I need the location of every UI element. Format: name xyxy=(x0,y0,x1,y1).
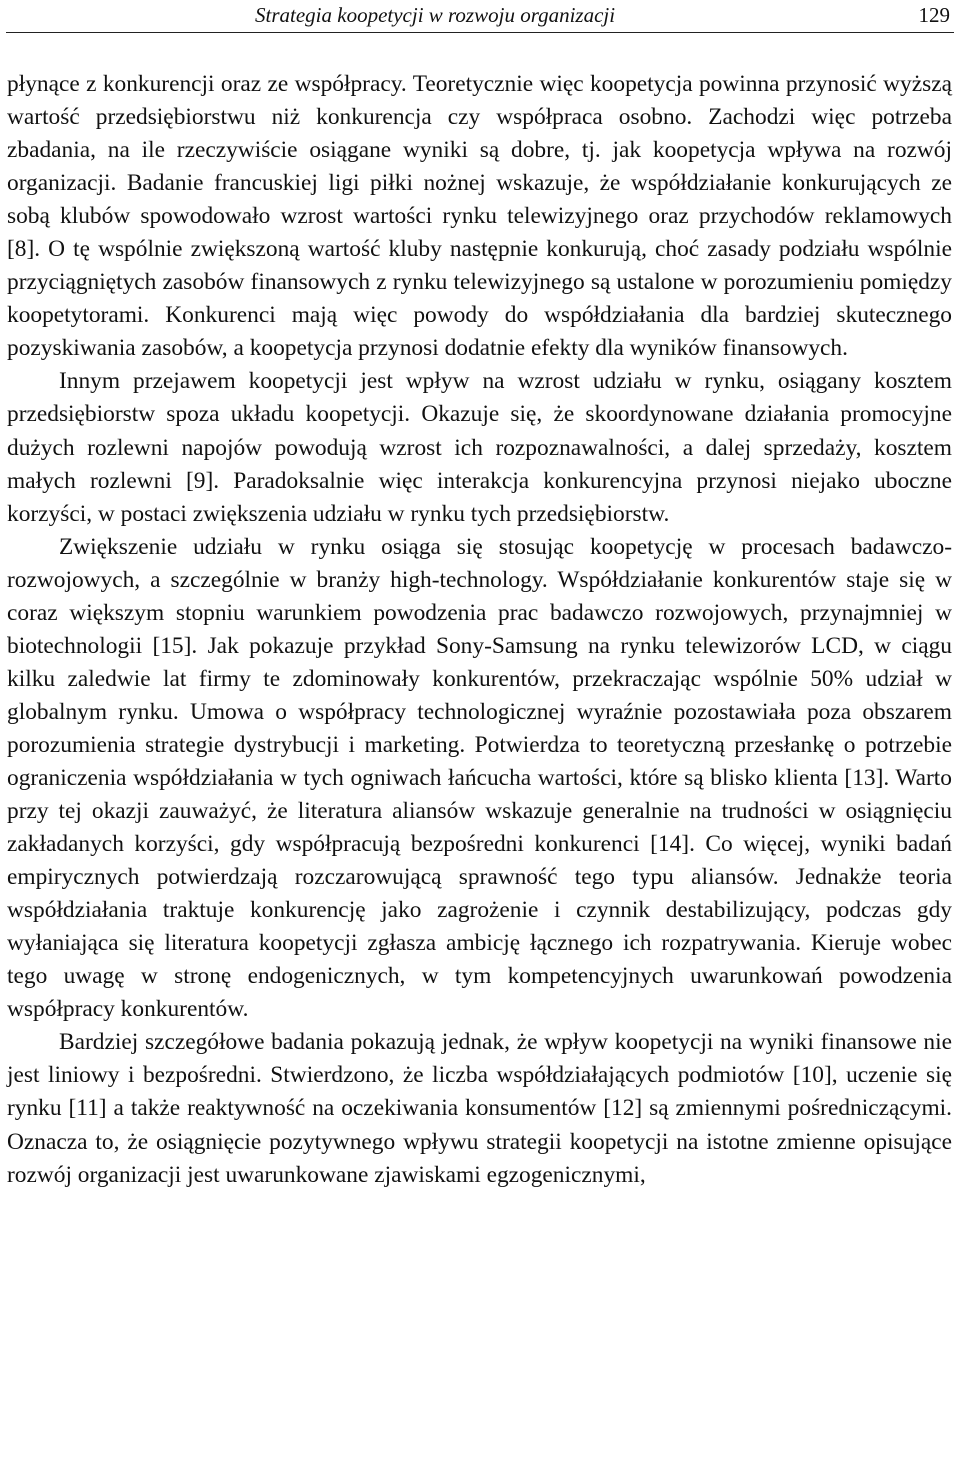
paragraph: Innym przejawem koopetycji jest wpływ na wzrost udziału w rynku, osiągany kosztem przedsiębiorstw spoza układu koopetycji. Okazuje się, że skoordynowane działania promocyjne dużych rozlewni napojów powodują wzrost ich rozpoznawalności, a dalej sprzedaży, kosztem małych rozlewni [9]. Paradoksalnie więc interakcja konkurencyjna przynosi niejako uboczne korzyści, w postaci zwiększenia udziału w rynku tych przedsiębiorstw. xyxy=(7,368,952,527)
running-header xyxy=(0,0,960,36)
paragraph: Zwiększenie udziału w rynku osiąga się stosując koopetycję w procesach badawczo-rozwojowych, a szczególnie w branży high-technology. Współdziałanie konkurentów staje się w coraz większym stopniu warunkiem powodzenia prac badawczo rozwojowych, przynajmniej w biotechnologii [15]. Jak pokazuje przykład Sony-Samsung na rynku telewizorów LCD, w ciągu kilku zaledwie lat firmy te zdominowały konkurentów, przekraczając wspólnie 50% udział w globalnym rynku. Umowa o współpracy technologicznej wyraźnie pozostawiała poza obszarem porozumienia strategie dystrybucji i marketing. Potwierdza to teoretyczną przesłankę o potrzebie ograniczenia współdziałania w tych ogniwach łańcucha wartości, które są blisko klienta [13]. Warto przy tej okazji zauważyć, że literatura aliansów wskazuje generalnie na trudności w osiągnięciu zakładanych korzyści, gdy współpracują bezpośredni konkurenci [14]. Co więcej, wyniki badań empirycznych potwierdzają rozczarowującą sprawność tego typu aliansów. Jednakże teoria współdziałania traktuje konkurencję jako zagrożenie i czynnik destabilizujący, podczas gdy wyłaniająca się literatura koopetycji zgłasza ambicję łącznego ich rozpatrywania. Kieruje wobec tego uwagę w stronę endogenicznych, w tym kompetencyjnych uwarunkowań powodzenia współpracy konkurentów. xyxy=(7,533,952,1023)
body-text xyxy=(7,68,952,1192)
page-number: 129 xyxy=(918,3,950,27)
running-header-title: Strategia koopetycji w rozwoju organizacji xyxy=(255,3,616,27)
header-rule xyxy=(6,32,954,33)
paragraph: Bardziej szczegółowe badania pokazują jednak, że wpływ koopetycji na wyniki finansowe nie jest liniowy i bezpośredni. Stwierdzono, że liczba współdziałających podmiotów [10], uczenie się rynku [11] a także reaktywność na oczekiwania konsumentów [12] są zmiennymi pośredniczącymi. Oznacza to, że osiągnięcie pozytywnego wpływu strategii koopetycji na istotne zmienne opisujące rozwój organizacji jest uwarunkowane zjawiskami egzogenicznymi, xyxy=(7,1029,952,1188)
paragraph-continued: płynące z konkurencji oraz ze współpracy. Teoretycznie więc koopetycja powinna przynosić wyższą wartość przedsiębiorstwu niż konkurencja czy współpraca osobno. Zachodzi więc potrzeba zbadania, na ile rzeczywiście osiągane wyniki są dobre, tj. jak koopetycja wpływa na rozwój organizacji. Badanie francuskiej ligi piłki nożnej wskazuje, że współdziałanie konkurujących ze sobą klubów spowodowało wzrost wartości rynku telewizyjnego oraz przychodów reklamowych [8]. O tę wspólnie zwiększoną wartość kluby następnie konkurują, choć zasady podziału wspólnie przyciągniętych zasobów finansowych z rynku telewizyjnego są ustalone w porozumieniu pomiędzy koopetytorami. Konkurenci mają więc powody do współdziałania dla bardziej skutecznego pozyskiwania zasobów, a koopetycja przynosi dodatnie efekty dla wyników finansowych. xyxy=(7,71,952,362)
